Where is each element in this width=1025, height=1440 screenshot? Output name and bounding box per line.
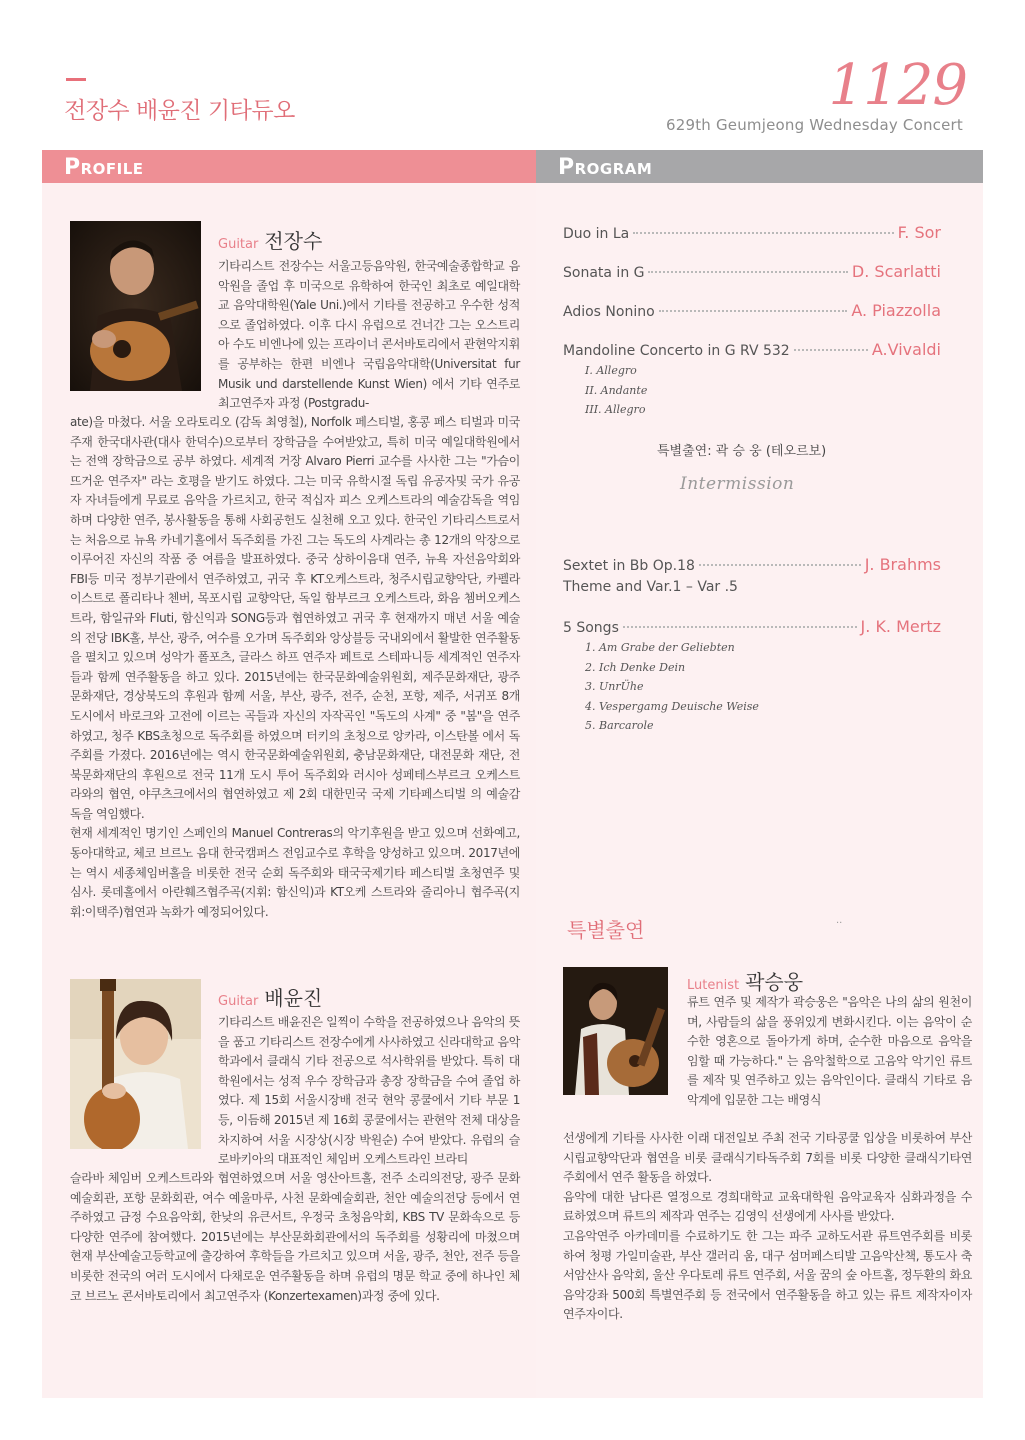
leader-dots (648, 271, 847, 273)
guest-bio-full (563, 1129, 972, 1325)
small-mark: .. (836, 915, 843, 926)
program-work: Adios Nonino (563, 304, 655, 320)
guest-bio-wrapped (687, 993, 972, 1111)
profile-header-bar: Profile (42, 150, 536, 183)
guest-name: 곽승웅 (745, 970, 804, 994)
movement: II. Andante (585, 383, 648, 397)
performer-1-bio-wrapped (218, 257, 520, 414)
guest-bio-part2: 선생에게 기타를 사사한 이래 대전일보 주최 전국 기타콩쿨 입상을 비롯하여 부산시립교향악단과 협연을 비롯 클래식기타독주회 7회를 비롯 다양한 클래식기타연주회에서 연주 활동을 하였다. (563, 1131, 972, 1185)
song: 4. Vespergamg Deuische Weise (585, 699, 759, 713)
performer-1-photo (70, 221, 201, 391)
performer-2-bio-full (70, 1169, 520, 1306)
leader-dots (633, 232, 893, 234)
concert-subtitle: 629th Geumjeong Wednesday Concert (665, 116, 963, 134)
program-work: Sonata in G (563, 265, 645, 281)
leader-dots (623, 626, 857, 628)
mertz-songs (585, 638, 759, 736)
program-work: 5 Songs (563, 620, 619, 636)
performer-1-bio-part2: ate)을 마쳤다. 서울 오라토리오 (감독 최영철), Norfolk 페스티벌, 홍콩 페스 티벌과 미국주재 한국대사관(대사 한덕수)으로부터 장학금을 수여받았고, 특히 미국 예일대학원에서는 전액 장학금으로 공부 하였다. 세계적 거장 Alvaro Pierri 교수를 사사한 그는 "가슴이 뜨거운 연주자" 라는 호평을 받기도 하였다. 그는 미국 유학시절 독립 유공자및 국가 유공자 자녀들에게 무료로 음악을 가르치고, 한국 적십자 피스 오케스트라의 예술감독을 역임하며 다양한 연주, 봉사활동을 통해 사회공헌도 실천해 오고 있다. 한국인 기타리스트로서는 처음으로 뉴욕 카네기홀에서 독주회를 가진 그는 독도의 사계라는 총 12개의 악장으로 이루어진 자신의 작품 중 여름을 발표하였다. 중국 상하이음대 연주, 뉴욕 자선음악회와 FBI등 미국 정부기관에서 연주하였고, 귀국 후 KT오케스트라, 청주시립교향악단, 카펠라이스트로 폴리타나 첸버, 목포시립 교향악단, 독일 함부르크 오케스트라, 화음 쳄버오케스트라, 함일규와 Fluti, 함신익과 SONG등과 협연하였고 귀국 후 현재까지 매년 서울 예술의 전당 IBK홀, 부산, 광주, 여수를 오가며 독주회와 앙상블등 국내외에서 활발한 연주활동을 펼치고 있으며 성악가 폴포츠, 글라스 하프 연주자 페트로 스테파니등 세계적인 연주자 들과 함께 연주활동을 하고 있다. 2015년에는 한국문화예술위원회, 제주문화재단, 광주 문화재단, 경상북도의 후원과 함께 서울, 부산, 광주, 전주, 순천, 포항, 제주, 서귀포 8개 도시에서 바로크와 고전에 이르는 곡들과 자신의 자작곡인 "독도의 사계" 중 "봄"을 연주하였고, 청주 KBS초청으로 독주회를 하였으며 터키의 초청으로 앙카라, 이스탄볼 에서 독주회를 가졌다. 2016년에는 역시 한국문화예술위원회, 충남문화재단, 대전문화 재단, 전북문화재단의 후원으로 전국 11개 도시 투어 독주회와 러시아 성페테스부르크 오케스트라와의 협연, 야쿠츠크에서의 협연하였고 제 2회 대한민국 국제 기타페스티벌 의 예술감독을 역임했다. (70, 415, 520, 821)
leader-dots (794, 349, 868, 351)
song: 1. Am Grabe der Geliebten (585, 641, 735, 654)
program-item-mertz (563, 617, 941, 636)
program-item-sor (563, 223, 941, 242)
performer-1-bio-full (70, 413, 520, 922)
song: 3. UnrÜhe (585, 680, 644, 693)
leader-dots (659, 310, 848, 312)
performer-1-role: Guitar (218, 237, 259, 252)
movement: III. Allegro (585, 403, 646, 416)
performer-2-heading (218, 982, 322, 1011)
guest-heading (687, 966, 803, 995)
program-work: Sextet in Bb Op.18 (563, 558, 695, 574)
program-composer: D. Scarlatti (851, 262, 941, 281)
program-item-vivaldi (563, 340, 941, 359)
special-guest-title: 특별출연 (567, 918, 645, 942)
program-header-bar: Program (536, 150, 983, 183)
performer-1-bio-part3: 현재 세계적인 명기인 스페인의 Manuel Contreras의 악기후원을 받고 있으며 선화예고, 동아대학교, 체코 브르노 음대 한국캠퍼스 전임교수로 후학을 양성하고 있으며. 2017년에는 역시 세종체임버홀을 비롯한 전국 순회 독주회와 태국국제기타 페스티벌 초청연주 및 심사. 롯데홀에서 아란훼즈협주곡(지휘: 함신익)과 KT오케 스트라와 줄리아니 협주곡(지휘:이택주)협연과 녹화가 예정되어있다. (70, 826, 520, 919)
program-composer: J. Brahms (864, 555, 941, 574)
program-item-scarlatti (563, 262, 941, 281)
concert-number: 1129 (828, 53, 967, 118)
program-work: Duo in La (563, 226, 630, 242)
intermission-label: Intermission (680, 474, 795, 494)
performer-1-heading (218, 225, 322, 254)
song: 5. Barcarole (585, 719, 654, 732)
title-dash (66, 78, 86, 81)
concert-title: 전장수 배윤진 기타듀오 (64, 98, 295, 124)
program-item-piazzolla (563, 301, 941, 320)
leader-dots (699, 564, 861, 566)
guest-bio-part4: 고음악연주 아카데미를 수료하기도 한 그는 파주 교하도서관 류트연주회를 비롯하여 청평 가일미술관, 부산 갤러리 움, 대구 섬머페스티발 고음악산책, 통도사 축서암산사 음악회, 울산 우다토레 류트 연주회, 서울 꿈의 숲 아트홀, 정두환의 화요음악강좌 500회 특별연주회 등 전국에서 연주활동을 하고 있는 류트 제작자이자 연주자이다. (563, 1228, 972, 1322)
program-composer: F. Sor (897, 223, 941, 242)
program-work: Mandoline Concerto in G RV 532 (563, 343, 790, 359)
performer-2-role: Guitar (218, 994, 259, 1009)
performer-2-name: 배윤진 (264, 986, 323, 1010)
program-composer: A. Piazzolla (851, 301, 941, 320)
guest-bio-part3: 음악에 대한 남다른 열정으로 경희대학교 교육대학원 음악교육자 심화과정을 수료하였으며 류트의 제작과 연주는 김영익 선생에게 사사를 받았다. (563, 1189, 972, 1224)
performer-2-bio-part2: 슬라바 체임버 오케스트라와 협연하였으며 서울 영산아트홀, 전주 소리의전당, 광주 문화예술회관, 포항 문화회관, 여수 예울마루, 사천 문화예술회관, 천안 예술의전당 등에서 연주하였고 금정 수요음악회, 한낮의 유큰서트, 우정국 초청음악회, KBS TV 문화속으로 등 다양한 연주에 참여했다. 2015년에는 부산문화회관에서의 독주회를 성황리에 마쳤으며 현재 부산예술고등학교에 출강하여 후학들을 가르치고 있으며 서울, 광주, 천안, 전주 등을 비롯한 전국의 여러 도시에서 다채로운 연주활동을 하며 유럽의 명문 학교 중에 하나인 체코 브르노 콘서바토리에서 최고연주자 (Konzertexamen)과정 중에 있다. (70, 1171, 520, 1303)
performer-2-bio-part1: 기타리스트 배윤진은 일찍이 수학을 전공하였으나 음악의 뜻을 품고 기타리스트 전장수에게 사사하였고 신라대학교 음악학과에서 클래식 기타 전공으로 석사학위를 받았다. 특히 대학원에서는 성적 우수 장학금과 총장 장학금을 수여 졸업 하였다. 제 15회 서울시장배 전국 현악 콩쿨에서 기타 부문 1등, 이듬해 2015년 제 16회 콩쿨에서는 관현악 전체 대상을 차지하여 서울 시장상(시장 박원순) 수여 받았다. 유럽의 슬로바키아의 대표적인 체임버 오케스트라인 브라티 (218, 1015, 520, 1167)
guest-role: Lutenist (687, 978, 740, 993)
performer-1-bio-part1: 기타리스트 전장수는 서울고등음악원, 한국예술종합학교 음악원을 졸업 후 미국으로 유학하여 한국인 최초로 예일대학교 음악대학원(Yale Uni.)에서 기타를 전공하고 우수한 성적으로 졸업하였다. 이후 다시 유럽으로 건너간 그는 오스트리아 수도 비엔나에 있는 프라이너 콘서바토리에서 관현악지휘를 공부하는 한편 비엔나 국립음악대학(Universitat fur Musik und darstellende Kunst Wien) 에서 기타 연주로 최고연주자 과정 (Postgradu- (218, 259, 520, 411)
guest-note: 특별출연: 곽 승 웅 (테오르보) (657, 444, 827, 459)
performer-2-photo (70, 979, 201, 1149)
vivaldi-movements (585, 361, 647, 420)
guest-bio-part1: 류트 연주 및 제작가 곽승웅은 "음악은 나의 삶의 원천이며, 사람들의 삶을 풍위있게 변화시킨다. 이는 음악이 순수한 영혼으로 돌아가게 하며, 순수한 마음으로 음악을 임할 때 가능하다." 는 음악철학으로 고음악 악기인 류트를 제작 및 연주하고 있는 음악인이다. 클래식 기타로 음악계에 입문한 그는 배영식 (687, 995, 972, 1107)
performer-1-name: 전장수 (264, 229, 323, 253)
song: 2. Ich Denke Dein (585, 660, 686, 674)
program-item-brahms (563, 555, 941, 574)
movement: I. Allegro (585, 364, 637, 377)
guest-photo (563, 967, 668, 1095)
performer-2-bio-wrapped (218, 1013, 520, 1170)
brahms-note: Theme and Var.1 – Var .5 (563, 579, 738, 595)
program-composer: J. K. Mertz (860, 617, 941, 636)
program-composer: A.Vivaldi (871, 340, 941, 359)
